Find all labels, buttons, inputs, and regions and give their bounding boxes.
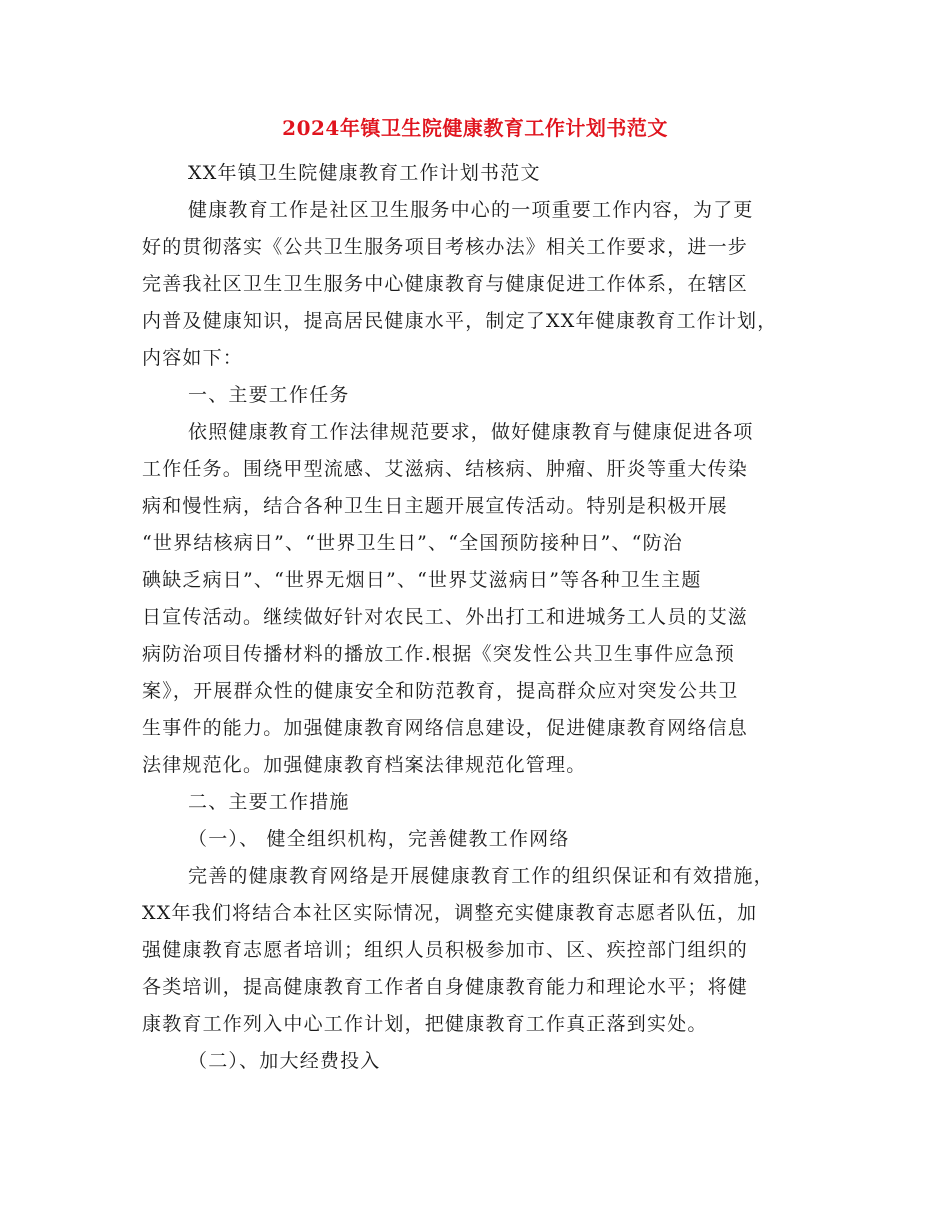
document-body [142,155,810,1080]
paragraph-line: 碘缺乏病日”、“世界无烟日”、“世界艾滋病日”等各种卫生主题 [142,569,702,591]
paragraph-line: 各类培训，提高健康教育工作者自身健康教育能力和理论水平；将健 [142,976,749,998]
paragraph-line: 内普及健康知识，提高居民健康水平，制定了XX年健康教育工作计划， [142,310,778,332]
paragraph-line: 健康教育工作是社区卫生服务中心的一项重要工作内容，为了更 [188,199,754,221]
paragraph-line: 内容如下： [142,347,244,369]
paragraph-line: 好的贯彻落实《公共卫生服务项目考核办法》相关工作要求，进一步 [142,236,749,258]
paragraph-line: 依照健康教育工作法律规范要求，做好健康教育与健康促进各项 [188,421,754,443]
paragraph-line: 日宣传活动。继续做好针对农民工、外出打工和进城务工人员的艾滋 [142,606,749,628]
section-heading: 一、主要工作任务 [188,384,350,406]
paragraph-line: 完善我社区卫生卫生服务中心健康教育与健康促进工作体系，在辖区 [142,273,749,295]
paragraph-line: “世界结核病日”、“世界卫生日”、“全国预防接种日”、“防治 [142,532,683,554]
document-title: 2024年镇卫生院健康教育工作计划书范文 [282,116,668,140]
paragraph-line: 病防治项目传播材料的播放工作.根据《突发性公共卫生事件应急预 [142,643,736,665]
paragraph-line: XX年我们将结合本社区实际情况，调整充实健康教育志愿者队伍，加 [142,902,758,924]
paragraph-line: 生事件的能力。加强健康教育网络信息建设，促进健康教育网络信息 [142,717,749,739]
paragraph-line: 强健康教育志愿者培训；组织人员积极参加市、区、疾控部门组织的 [142,939,749,961]
subsection-heading: （二）、加大经费投入 [188,1050,381,1072]
paragraph-line: 完善的健康教育网络是开展健康教育工作的组织保证和有效措施， [188,865,774,887]
subsection-heading: （一）、 健全组织机构，完善健教工作网络 [188,828,570,850]
paragraph-line: 病和慢性病，结合各种卫生日主题开展宣传活动。特别是积极开展 [142,495,728,517]
paragraph-line: 法律规范化。加强健康教育档案法律规范化管理。 [142,754,587,776]
paragraph-line: 工作任务。围绕甲型流感、艾滋病、结核病、肿瘤、肝炎等重大传染 [142,458,749,480]
paragraph-line: 案》，开展群众性的健康安全和防范教育，提高群众应对突发公共卫 [142,680,739,702]
section-heading: 二、主要工作措施 [188,791,350,813]
subtitle-line: XX年镇卫生院健康教育工作计划书范文 [188,162,541,184]
paragraph-line: 康教育工作列入中心工作计划，把健康教育工作真正落到实处。 [142,1013,708,1035]
